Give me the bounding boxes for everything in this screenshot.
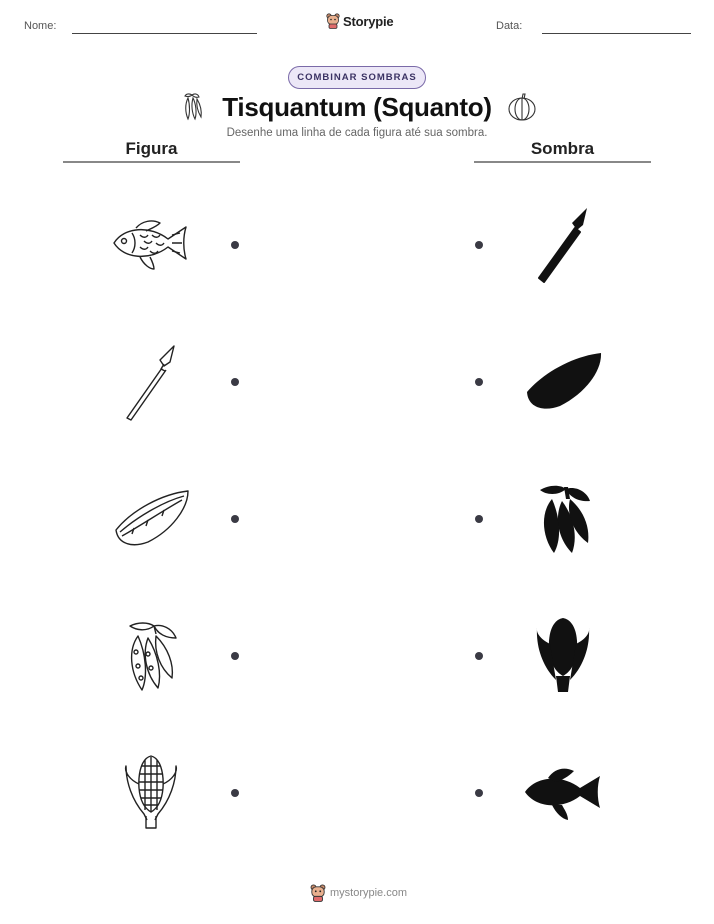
date-label: Data:	[496, 20, 523, 32]
activity-badge: COMBINAR SOMBRAS	[288, 66, 426, 89]
canoe-shadow-icon	[524, 350, 604, 414]
shadow-column-header: Sombra	[530, 139, 595, 158]
figure-dot-4[interactable]	[231, 652, 239, 660]
brand-logo	[326, 13, 393, 29]
figure-column-header: Figura	[125, 139, 178, 158]
figure-dot-3[interactable]	[231, 515, 239, 523]
spear-shadow-icon	[536, 206, 592, 284]
shadow-dot-1[interactable]	[475, 241, 483, 249]
shadow-dot-5[interactable]	[475, 789, 483, 797]
figure-dot-5[interactable]	[231, 789, 239, 797]
figure-dot-2[interactable]	[231, 378, 239, 386]
pumpkin-decoration-icon	[507, 92, 537, 122]
date-field-line[interactable]	[542, 33, 691, 34]
shadow-dot-4[interactable]	[475, 652, 483, 660]
footer-url[interactable]: mystorypie.com	[330, 887, 408, 899]
brand-name: Storypie	[343, 13, 394, 29]
instructions: Desenhe uma linha de cada figura até sua sombra.	[226, 127, 488, 139]
shadow-column-underline	[474, 161, 651, 163]
worksheet-title: Tisquantum (Squanto)	[222, 92, 492, 122]
spear-icon	[122, 344, 178, 422]
fish-shadow-icon	[522, 763, 604, 823]
shadow-dot-3[interactable]	[475, 515, 483, 523]
shadow-dot-2[interactable]	[475, 378, 483, 386]
canoe-icon	[112, 488, 192, 550]
name-label: Nome:	[24, 20, 57, 32]
beans-icon	[120, 620, 182, 694]
corn-icon	[122, 754, 180, 830]
corn-shadow-icon	[534, 616, 592, 694]
footer	[310, 884, 407, 902]
bear-logo-icon	[326, 13, 340, 29]
fish-icon	[110, 213, 192, 275]
name-field-line[interactable]	[72, 33, 257, 34]
bear-footer-icon	[310, 884, 326, 902]
figure-dot-1[interactable]	[231, 241, 239, 249]
beans-shadow-icon	[534, 483, 596, 557]
figure-column-underline	[63, 161, 240, 163]
